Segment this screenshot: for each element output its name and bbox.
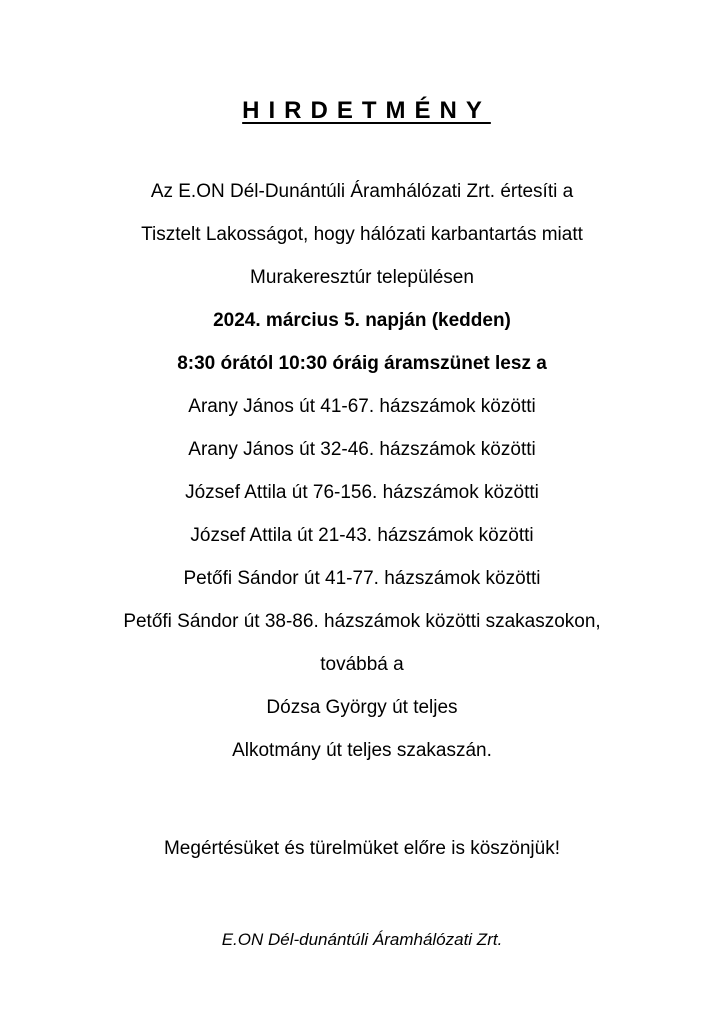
outage-date: 2024. március 5. napján (kedden) xyxy=(213,310,511,331)
notice-title-text: HIRDETMÉNY xyxy=(242,97,491,124)
street-line: Petőfi Sándor út 38-86. házszámok közötti szakaszokon, xyxy=(123,611,601,632)
notice-body xyxy=(0,170,724,772)
signature: E.ON Dél-dunántúli Áramhálózati Zrt. xyxy=(221,930,503,949)
street-line: Arany János út 32-46. házszámok közötti xyxy=(188,439,536,460)
notice-line: Murakeresztúr településen xyxy=(250,267,474,288)
street-line: József Attila út 21-43. házszámok közötti xyxy=(190,525,534,546)
thanks-text: Megértésüket és türelmüket előre is köszönjük! xyxy=(163,838,560,859)
street-line: József Attila út 76-156. házszámok közötti xyxy=(185,482,539,503)
street-line: Arany János út 41-67. házszámok közötti xyxy=(188,396,536,417)
notice-line: Az E.ON Dél-Dunántúli Áramhálózati Zrt. értesíti a xyxy=(150,181,574,202)
notice-title xyxy=(0,93,724,129)
street-line: Petőfi Sándor út 41-77. házszámok közötti xyxy=(183,568,541,589)
street-line: Dózsa György út teljes xyxy=(266,697,458,718)
street-line: Alkotmány út teljes szakaszán. xyxy=(232,740,492,761)
outage-time: 8:30 órától 10:30 óráig áramszünet lesz a xyxy=(177,353,547,374)
notice-line: Tisztelt Lakosságot, hogy hálózati karbantartás miatt xyxy=(141,224,583,245)
notice-line: továbbá a xyxy=(320,654,404,675)
